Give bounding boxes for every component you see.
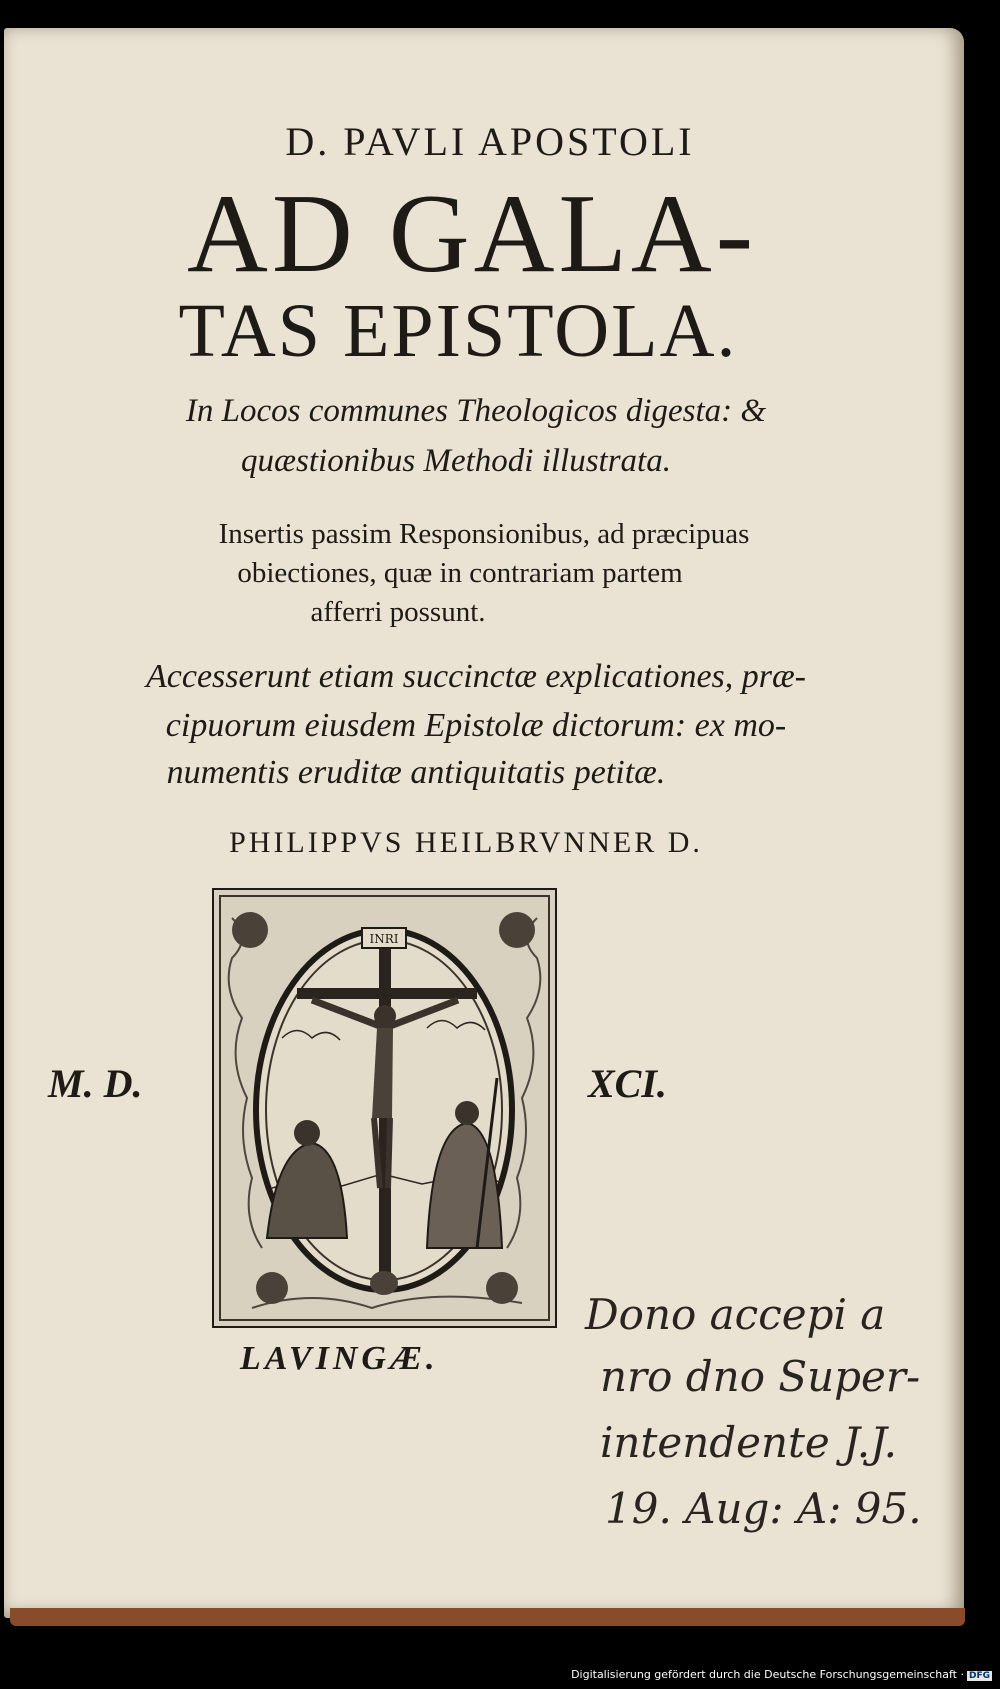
title-line-1: D. PAVLI APOSTOLI (285, 119, 695, 164)
author-line: PHILIPPVS HEILBRVNNER D. (229, 826, 703, 859)
addition-line-2: cipuorum eiusdem Epistolæ dictorum: ex mo- (165, 707, 787, 744)
handwritten-note-line-3: intendente J.J. (600, 1418, 897, 1467)
addition-line-1: Accesserunt etiam succinctæ explicationes, præ- (146, 658, 806, 695)
dfg-logo: DFG (968, 1671, 990, 1681)
handwritten-note-line-1: Dono accepi a (585, 1290, 886, 1339)
subtitle-line-1: In Locos communes Theologicos digesta: & (185, 393, 767, 429)
date-right: XCI. (588, 1061, 667, 1106)
title-line-2: AD GALA- (186, 172, 758, 296)
addition-line-3: numentis eruditæ antiquitatis petitæ. (166, 754, 666, 791)
crucifixion-woodcut (212, 888, 557, 1328)
responses-line-3: afferri possunt. (310, 596, 486, 628)
handwritten-note-line-4: 19. Aug: A: 95. (605, 1484, 922, 1533)
title-line-3: TAS EPISTOLA. (178, 289, 738, 373)
handwritten-note-line-2: nro dno Super- (600, 1352, 921, 1401)
inri-inscription: INRI (369, 932, 399, 946)
digitization-credit (571, 1668, 992, 1681)
place-of-printing: LAVINGÆ. (240, 1340, 439, 1377)
page-edge (10, 1608, 965, 1626)
responses-line-2: obiectiones, quæ in contrariam partem (237, 557, 683, 589)
responses-line-1: Insertis passim Responsionibus, ad præcipuas (218, 518, 750, 550)
credit-text: Digitalisierung gefördert durch die Deutsche Forschungsgemeinschaft · (571, 1668, 964, 1681)
date-left: M. D. (48, 1061, 143, 1106)
subtitle-line-2: quæstionibus Methodi illustrata. (241, 443, 671, 479)
